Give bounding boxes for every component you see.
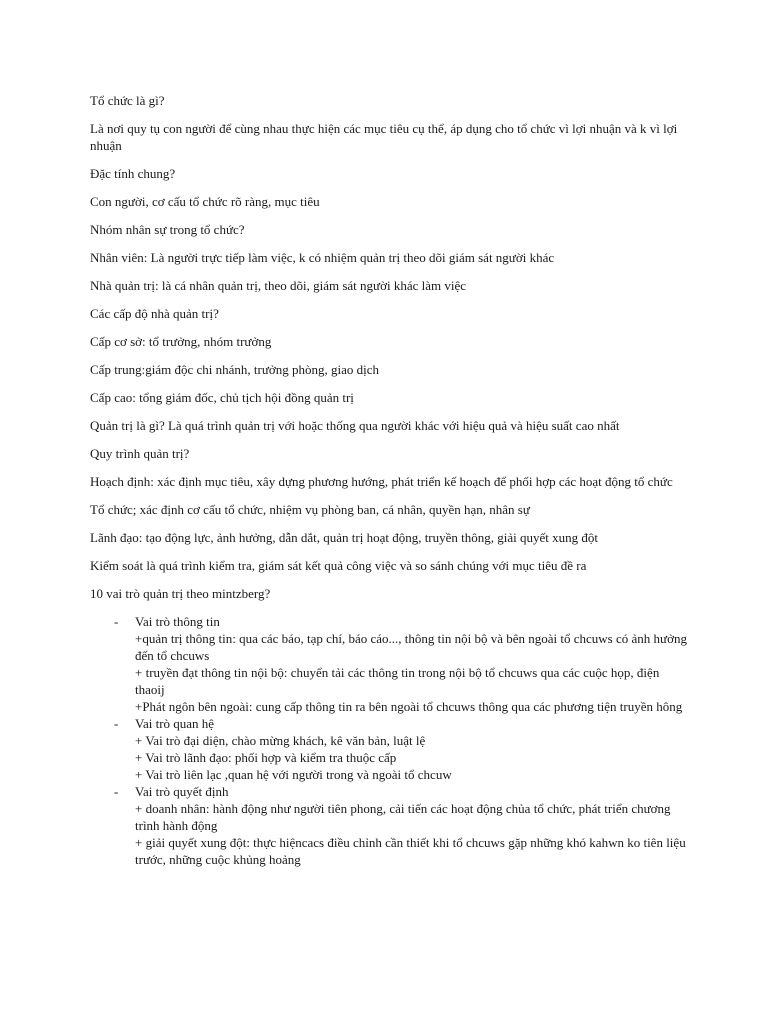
list-item-line: +quản trị thông tin: qua các báo, tạp chí, báo cáo..., thông tin nội bộ và bên ngoài tổ chcuws có ảnh hưởng đến tổ chcuws: [135, 631, 687, 663]
answer-level-top: Cấp cao: tổng giám đốc, chủ tịch hội đồng quản trị: [90, 390, 354, 405]
answer-controlling: Kiểm soát là quá trình kiểm tra, giám sát kết quả công việc và so sánh chúng với mục tiêu đề ra: [90, 558, 587, 573]
list-item-line: +Phát ngôn bên ngoài: cung cấp thông tin ra bên ngoài tổ chcuws thông qua các phương tiện truyền hông: [135, 699, 683, 714]
list-item-line: + giải quyết xung đột: thực hiệncacs điều chỉnh cần thiết khi tổ chcuws gặp những khó kahwn ko tiên liệu trước, những cuộc khủng hoảng: [135, 835, 686, 867]
answer-manager: Nhà quản trị: là cá nhân quản trị, theo dõi, giám sát người khác làm việc: [90, 278, 467, 293]
list-item-relationship-role: [90, 715, 690, 783]
answer-leading: Lãnh đạo: tạo động lực, ảnh hưởng, dẫn dắt, quản trị hoạt động, truyền thông, giải quyết xung đột: [90, 530, 599, 545]
question-manager-levels: Các cấp độ nhà quản trị?: [90, 306, 219, 321]
question-management: Quản trị là gì? Là quá trình quản trị với hoặc thống qua người khác với hiệu quả và hiệu suất cao nhất: [90, 418, 620, 433]
answer-employee: Nhân viên: Là người trực tiếp làm việc, k có nhiệm quản trị theo dõi giám sát người khác: [90, 250, 555, 265]
list-item-line: + truyền đạt thông tin nội bộ: chuyển tải các thông tin trong nội bộ tổ chcuws qua các cuộc họp, điện thaoij: [135, 665, 660, 697]
list-item-decision-role: [90, 783, 690, 868]
list-item-line: + Vai trò lãnh đạo: phối hợp và kiểm tra thuộc cấp: [135, 750, 397, 765]
list-item-line: + Vai trò đại diện, chào mừng khách, kê văn bản, luật lệ: [135, 733, 426, 748]
question-management-process: Quy trình quản trị?: [90, 446, 190, 461]
list-dash: -: [114, 784, 119, 799]
list-item-line: + Vai trò liên lạc ,quan hệ với người trong và ngoài tổ chcuw: [135, 767, 452, 782]
answer-planning: Hoạch định: xác định mục tiêu, xây dựng phương hướng, phát triển kế hoạch để phối hợp các hoạt động tổ chức: [90, 474, 673, 489]
question-common-traits: Đặc tính chung?: [90, 166, 176, 181]
question-mintzberg-roles: 10 vai trò quản trị theo mintzberg?: [90, 586, 271, 601]
answer-organizing: Tổ chức; xác định cơ cấu tổ chức, nhiệm vụ phòng ban, cá nhân, quyền hạn, nhân sự: [90, 502, 530, 517]
answer-organization: Là nơi quy tụ con người để cùng nhau thực hiện các mục tiêu cụ thể, áp dụng cho tổ chức vì lợi nhuận và k vì lợi nhuận: [90, 121, 678, 153]
mintzberg-roles-list: [90, 613, 690, 868]
list-dash: -: [114, 614, 119, 629]
list-item-title: Vai trò quan hệ: [135, 716, 215, 731]
list-dash: -: [114, 716, 119, 731]
answer-level-base: Cấp cơ sở: tổ trưởng, nhóm trưởng: [90, 334, 272, 349]
document-content: [90, 92, 690, 868]
list-item-line: + doanh nhân: hành động như người tiên phong, cải tiến các hoạt động chủa tổ chức, phát triển chương trình hành động: [135, 801, 671, 833]
answer-level-middle: Cấp trung:giám độc chi nhánh, trưởng phòng, giao dịch: [90, 362, 380, 377]
list-item-title: Vai trò quyết định: [135, 784, 229, 799]
answer-common-traits: Con người, cơ cấu tổ chức rõ ràng, mục tiêu: [90, 194, 320, 209]
list-item-title: Vai trò thông tin: [135, 614, 220, 629]
list-item-information-role: [90, 613, 690, 715]
question-organization: Tổ chức là gì?: [90, 93, 165, 108]
question-personnel-groups: Nhóm nhân sự trong tổ chức?: [90, 222, 245, 237]
